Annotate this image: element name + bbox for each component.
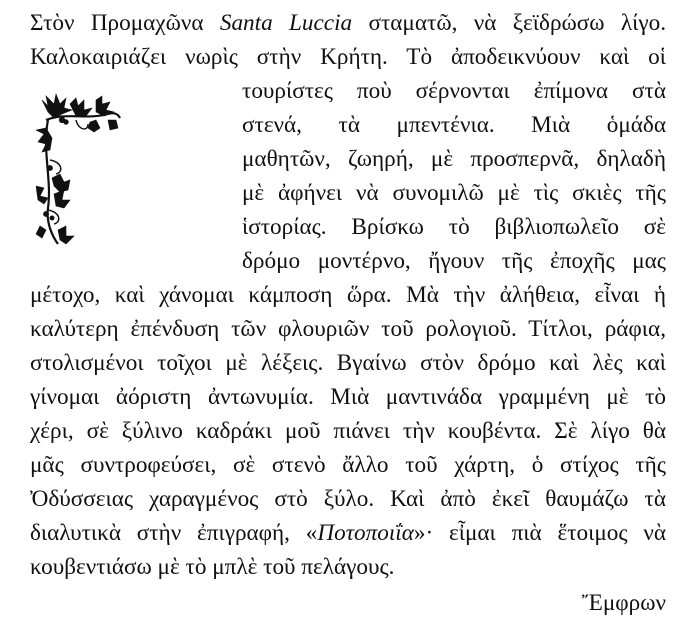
text-line: στενά, τὰ μπεντένια. Μιὰ ὁμάδα	[242, 112, 666, 138]
text-line: χέρι, σὲ ξύλινο καδράκι μοῦ πιάνει τὴν κουβέντα. Σὲ λίγο θὰ	[30, 418, 666, 444]
text-line: κουβεντιάσω μὲ τὸ μπλὲ τοῦ πελάγους.	[30, 554, 395, 580]
text-line: Καλοκαιριάζει νωρὶς στὴν Κρήτη. Τὸ ἀποδεικνύουν καὶ οἱ	[30, 44, 666, 70]
article-page	[30, 6, 666, 632]
text-line: στολισμένοι τοῖχοι μὲ λέξεις. Βγαίνω στὸν δρόμο καὶ λὲς καὶ	[30, 350, 666, 376]
holly-corner-icon	[36, 90, 122, 248]
text-line: Στὸν Προμαχῶνα Santa Luccia σταματῶ, νὰ ξεϊδρώσω λίγο.	[30, 10, 666, 36]
place-name-italic: Santa Luccia	[219, 10, 353, 36]
text-line: διαλυτικὰ στὴν ἐπιγραφή, «Ποτοποιΐα»· εἶμαι πιὰ ἕτοιμος νὰ	[30, 520, 666, 546]
text-line: ἱστορίας. Βρίσκω τὸ βιβλιοπωλεῖο σὲ	[242, 214, 666, 240]
text-line: καλύτερη ἐπένδυση τῶν φλουριῶν τοῦ ρολογιοῦ. Τίτλοι, ράφια,	[30, 316, 666, 342]
text-line: μαθητῶν, ζωηρή, μὲ προσπερνᾶ, δηλαδὴ	[242, 146, 666, 172]
text-line: μέτοχο, καὶ χάνομαι κάμποση ὥρα. Μὰ τὴν ἀλήθεια, εἶναι ἡ	[30, 282, 666, 308]
text-line: γίνομαι ἀόριστη ἀντωνυμία. Μιὰ μαντινάδα γραμμένη μὲ τὸ	[30, 384, 666, 410]
text-line: μᾶς συντροφεύσει, σὲ στενὸ ἄλλο τοῦ χάρτη, ὁ στίχος τῆς	[30, 452, 666, 478]
text-line: δρόμο μοντέρνο, ἤγουν τῆς ἐποχῆς μας	[242, 248, 666, 274]
author-signature: Ἔμφρων	[581, 590, 666, 616]
text-line: Ὀδύσσειας χαραγμένος στὸ ξύλο. Καὶ ἀπὸ ἐκεῖ θαυμάζω τὰ	[30, 486, 666, 512]
inscription-italic: Ποτοποιΐα	[317, 520, 414, 546]
text-line: μὲ ἀφήνει νὰ συνομιλῶ μὲ τὶς σκιὲς τῆς	[242, 180, 666, 206]
text-line: τουρίστες ποὺ σέρνονται ἐπίμονα στὰ	[242, 78, 666, 104]
